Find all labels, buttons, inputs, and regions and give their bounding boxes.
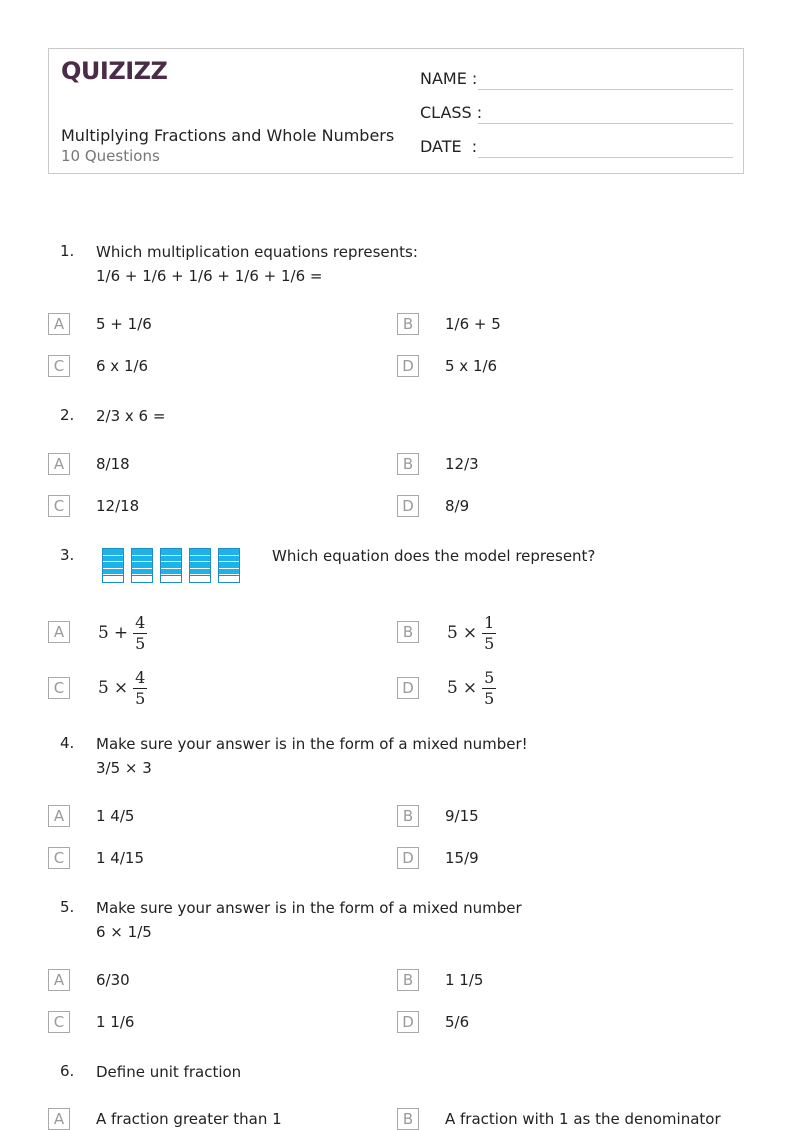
option-a-box[interactable]: A [48,621,70,643]
option-b-text: 12/3 [445,455,479,473]
date-line [478,157,733,158]
option-b-box[interactable]: B [397,621,419,643]
denominator: 5 [135,633,146,653]
denominator: 5 [135,688,146,708]
option-c-box[interactable]: C [48,355,70,377]
option-a-box[interactable]: A [48,313,70,335]
option-a-text: A fraction greater than 1 [96,1110,282,1128]
fraction-bar-part [103,569,123,576]
fraction-bar-part [190,569,210,576]
question-line: Make sure your answer is in the form of a mixed number [96,899,522,917]
fraction-bar [102,548,124,583]
option-b-box[interactable]: B [397,805,419,827]
option-a-box[interactable]: A [48,453,70,475]
option-b-box[interactable]: B [397,969,419,991]
question-number: 5. [60,898,75,916]
fraction [482,669,496,708]
question-line: 3/5 × 3 [96,759,152,777]
numerator: 4 [135,612,146,632]
option-a-text: 1 4/5 [96,807,135,825]
option-b-box[interactable]: B [397,453,419,475]
option-d-text: 8/9 [445,497,470,515]
fraction-bar [160,548,182,583]
fraction-bar-part [103,549,123,556]
class-label: CLASS : [420,103,483,122]
whole-number: 5 [98,678,109,698]
numerator: 4 [135,667,146,687]
fraction [133,614,147,653]
whole-number: 5 [447,623,458,643]
fraction-bar [189,548,211,583]
whole-number: 5 [447,678,458,698]
option-d-expression [447,663,496,713]
option-c-box[interactable]: C [48,847,70,869]
fraction-bar-part [161,562,181,569]
option-c-text: 1 4/15 [96,849,144,867]
option-d-box[interactable]: D [397,355,419,377]
question-text [272,544,595,568]
question-text [96,1060,241,1084]
denominator: 5 [484,688,495,708]
fraction-bar-part [132,569,152,576]
fraction-bar-part [132,562,152,569]
fraction-bar-part [219,562,239,569]
question-line: Make sure your answer is in the form of a mixed number! [96,735,528,753]
question-number: 6. [60,1062,75,1080]
option-d-text: 5 x 1/6 [445,357,498,375]
question-line: Define unit fraction [96,1063,242,1081]
option-c-box[interactable]: C [48,1011,70,1033]
option-b-text: 9/15 [445,807,479,825]
option-a-expression [98,608,147,658]
fraction-bar-part [219,575,239,582]
question-line: 2/3 x 6 = [96,407,166,425]
fraction-bar-part [132,549,152,556]
fraction-bar [218,548,240,583]
fraction-bar-part [190,575,210,582]
fraction-bar [131,548,153,583]
fraction-bar-part [103,562,123,569]
denominator: 5 [484,633,495,653]
operator: × [113,678,129,698]
question-text [96,896,522,944]
question-number: 3. [60,546,75,564]
question-line: Which equation does the model represent? [272,547,596,565]
operator: × [462,623,478,643]
worksheet-header [48,48,744,174]
option-a-text: 8/18 [96,455,130,473]
numerator: 5 [484,667,495,687]
option-b-text: 1/6 + 5 [445,315,501,333]
question-text [96,732,528,780]
option-c-box[interactable]: C [48,495,70,517]
option-b-box[interactable]: B [397,1108,419,1130]
option-c-box[interactable]: C [48,677,70,699]
question-number: 1. [60,242,75,260]
option-b-text: 1 1/5 [445,971,484,989]
option-d-box[interactable]: D [397,677,419,699]
option-a-text: 6/30 [96,971,130,989]
option-d-box[interactable]: D [397,1011,419,1033]
question-line: 1/6 + 1/6 + 1/6 + 1/6 + 1/6 = [96,267,323,285]
fraction-bar-part [103,575,123,582]
question-number: 4. [60,734,75,752]
option-b-box[interactable]: B [397,313,419,335]
option-d-text: 15/9 [445,849,479,867]
fraction [482,614,496,653]
option-d-box[interactable]: D [397,847,419,869]
fraction-bar-part [219,569,239,576]
option-b-expression [447,608,496,658]
operator: + [113,623,129,643]
fraction-bar-part [161,556,181,563]
fraction-bar-part [161,575,181,582]
option-a-box[interactable]: A [48,1108,70,1130]
operator: × [462,678,478,698]
question-text [96,240,418,288]
fraction-bar-part [190,549,210,556]
option-a-box[interactable]: A [48,969,70,991]
option-c-expression [98,663,147,713]
question-count: 10 Questions [61,147,160,165]
fraction-bar-part [219,549,239,556]
fraction-bar-part [219,556,239,563]
question-line: 6 × 1/5 [96,923,152,941]
quizizz-logo: QUIZIZZ [61,57,168,85]
option-a-box[interactable]: A [48,805,70,827]
fraction-bar-part [190,556,210,563]
option-c-text: 1 1/6 [96,1013,135,1031]
date-label: DATE : [420,137,478,156]
fraction-bar-part [132,556,152,563]
name-line [478,89,733,90]
question-number: 2. [60,406,75,424]
fraction-bar-part [190,562,210,569]
fraction-bar-model [102,548,240,583]
fraction-bar-part [161,549,181,556]
worksheet-title: Multiplying Fractions and Whole Numbers [61,126,395,145]
option-d-box[interactable]: D [397,495,419,517]
option-d-text: 5/6 [445,1013,470,1031]
fraction [133,669,147,708]
numerator: 1 [484,612,495,632]
fraction-bar-part [132,575,152,582]
question-line: Which multiplication equations represents: [96,243,418,261]
option-c-text: 12/18 [96,497,140,515]
option-b-text: A fraction with 1 as the denominator [445,1110,721,1128]
name-label: NAME : [420,69,478,88]
whole-number: 5 [98,623,109,643]
class-line [478,123,733,124]
fraction-bar-part [103,556,123,563]
fraction-bar-part [161,569,181,576]
question-text [96,404,165,428]
option-a-text: 5 + 1/6 [96,315,152,333]
option-c-text: 6 x 1/6 [96,357,149,375]
